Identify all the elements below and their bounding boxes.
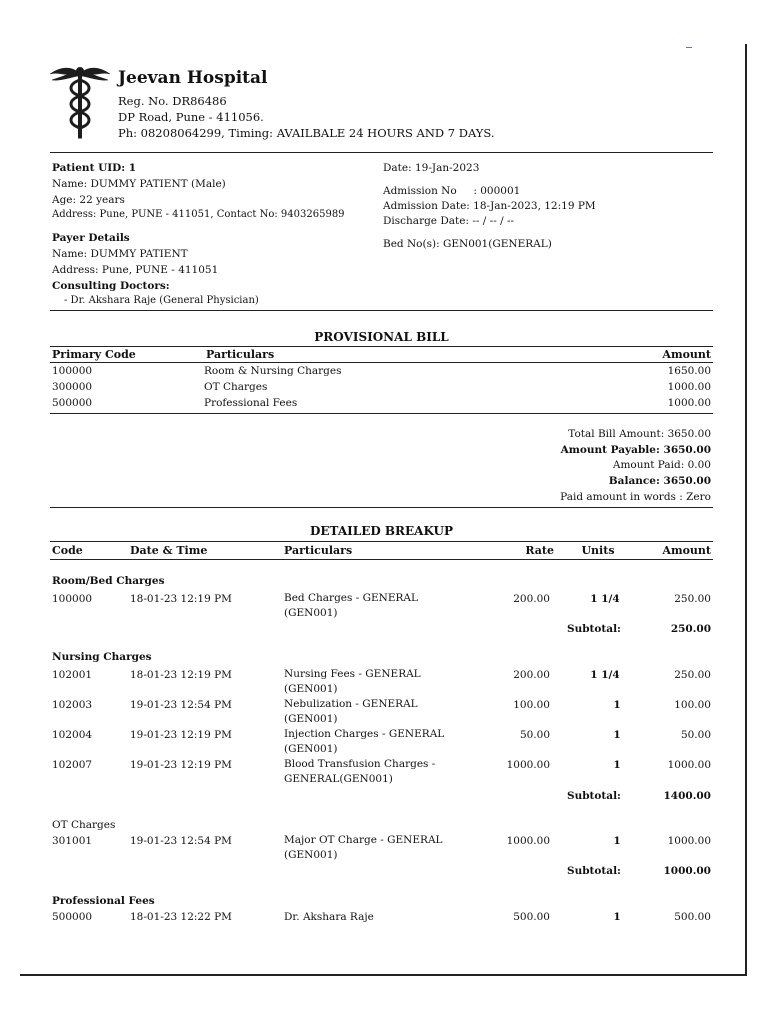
provisional-amount: 1000.00 xyxy=(667,381,711,393)
balance: Balance: 3650.00 xyxy=(608,475,711,487)
detail-datetime: 19-01-23 12:54 PM xyxy=(130,699,232,711)
detail-units: 1 1/4 xyxy=(590,669,620,681)
detail-rate: 200.00 xyxy=(513,669,550,681)
detail-amount: 50.00 xyxy=(680,729,711,741)
detail-rate: 100.00 xyxy=(513,699,550,711)
detail-rate: 200.00 xyxy=(513,593,550,605)
detail-code: 102007 xyxy=(52,759,93,771)
detail-particulars: Bed Charges - GENERAL (GEN001) xyxy=(284,592,418,619)
provisional-col-particulars: Particulars xyxy=(206,348,275,361)
detail-particulars: Injection Charges - GENERAL (GEN001) xyxy=(284,728,445,755)
payer-address: Address: Pune, PUNE - 411051 xyxy=(52,264,219,276)
provisional-head-top-rule xyxy=(50,346,713,347)
patient-name: Name: DUMMY PATIENT (Male) xyxy=(52,178,226,190)
payer-name: Name: DUMMY PATIENT xyxy=(52,248,188,260)
detailed-col-datetime: Date & Time xyxy=(130,544,208,557)
patient-uid: Patient UID: 1 xyxy=(52,162,137,174)
caduceus-icon xyxy=(48,64,112,140)
detail-amount: 100.00 xyxy=(674,699,711,711)
detail-code: 102004 xyxy=(52,729,93,741)
detailed-col-code: Code xyxy=(52,544,83,557)
detail-particulars: Dr. Akshara Raje xyxy=(284,911,374,923)
group-title: Room/Bed Charges xyxy=(52,575,165,587)
detailed-head-top-rule xyxy=(50,541,713,542)
hospital-address: DP Road, Pune - 411056. xyxy=(118,110,264,124)
detail-amount: 500.00 xyxy=(674,911,711,923)
detailed-col-rate: Rate xyxy=(525,544,554,557)
detail-datetime: 18-01-23 12:19 PM xyxy=(130,669,232,681)
detail-amount: 250.00 xyxy=(674,593,711,605)
subtotal-value: 1400.00 xyxy=(663,790,711,802)
payer-details-title: Payer Details xyxy=(52,232,130,244)
subtotal-label: Subtotal: xyxy=(567,623,621,635)
patient-address: Address: Pune, PUNE - 411051, Contact No: 9403265989 xyxy=(52,209,345,220)
provisional-particulars: Professional Fees xyxy=(204,397,298,409)
detail-units: 1 xyxy=(613,729,621,741)
detail-code: 102001 xyxy=(52,669,93,681)
bed-number: Bed No(s): GEN001(GENERAL) xyxy=(383,238,552,250)
detail-datetime: 19-01-23 12:54 PM xyxy=(130,835,232,847)
admission-date: Admission Date: 18-Jan-2023, 12:19 PM xyxy=(383,200,596,212)
bill-date: Date: 19-Jan-2023 xyxy=(383,162,480,174)
provisional-code: 100000 xyxy=(52,365,93,377)
group-title: Professional Fees xyxy=(52,895,155,907)
detail-rate: 1000.00 xyxy=(506,759,550,771)
discharge-date: Discharge Date: -- / -- / -- xyxy=(383,215,515,227)
consulting-doctors-title: Consulting Doctors: xyxy=(52,280,170,292)
provisional-table-bottom-rule xyxy=(50,413,713,414)
consulting-doctor: - Dr. Akshara Raje (General Physician) xyxy=(64,295,259,306)
hospital-reg: Reg. No. DR86486 xyxy=(118,94,227,108)
provisional-bill-title: PROVISIONAL BILL xyxy=(314,330,449,344)
subtotal-label: Subtotal: xyxy=(567,865,621,877)
detail-code: 100000 xyxy=(52,593,93,605)
detail-datetime: 18-01-23 12:19 PM xyxy=(130,593,232,605)
detail-code: 301001 xyxy=(52,835,93,847)
detail-amount: 1000.00 xyxy=(667,759,711,771)
subtotal-label: Subtotal: xyxy=(567,790,621,802)
details-rule xyxy=(50,310,713,311)
page-right-border xyxy=(745,44,747,974)
detailed-col-particulars: Particulars xyxy=(284,544,353,557)
provisional-amount: 1650.00 xyxy=(667,365,711,377)
provisional-head-bottom-rule xyxy=(50,362,713,363)
detail-code: 102003 xyxy=(52,699,93,711)
detail-rate: 500.00 xyxy=(513,911,550,923)
detail-units: 1 xyxy=(613,699,621,711)
provisional-col-amount: Amount xyxy=(662,348,711,361)
subtotal-value: 1000.00 xyxy=(663,865,711,877)
detail-datetime: 19-01-23 12:19 PM xyxy=(130,759,232,771)
provisional-col-code: Primary Code xyxy=(52,348,136,361)
admission-no: Admission No : 000001 xyxy=(383,185,521,197)
provisional-particulars: Room & Nursing Charges xyxy=(204,365,342,377)
header-rule xyxy=(50,152,713,153)
provisional-amount: 1000.00 xyxy=(667,397,711,409)
detail-amount: 250.00 xyxy=(674,669,711,681)
detailed-head-bottom-rule xyxy=(50,559,713,560)
summary-rule xyxy=(50,507,713,508)
amount-payable: Amount Payable: 3650.00 xyxy=(560,444,711,456)
detail-particulars: Nursing Fees - GENERAL (GEN001) xyxy=(284,668,421,695)
subtotal-value: 250.00 xyxy=(670,623,711,635)
page-bottom-border xyxy=(20,974,747,976)
provisional-particulars: OT Charges xyxy=(204,381,268,393)
detail-particulars: Nebulization - GENERAL (GEN001) xyxy=(284,698,418,725)
detail-particulars: Major OT Charge - GENERAL (GEN001) xyxy=(284,834,443,861)
provisional-code: 300000 xyxy=(52,381,93,393)
paid-amount-words: Paid amount in words : Zero xyxy=(560,491,711,503)
detail-amount: 1000.00 xyxy=(667,835,711,847)
detail-particulars: Blood Transfusion Charges - GENERAL(GEN001) xyxy=(284,758,436,785)
detail-datetime: 19-01-23 12:19 PM xyxy=(130,729,232,741)
detailed-breakup-title: DETAILED BREAKUP xyxy=(310,524,453,538)
provisional-code: 500000 xyxy=(52,397,93,409)
detail-units: 1 1/4 xyxy=(590,593,620,605)
detail-units: 1 xyxy=(613,759,621,771)
detailed-col-units: Units xyxy=(581,544,615,557)
decorative-dash xyxy=(686,47,692,48)
patient-age: Age: 22 years xyxy=(52,194,125,206)
detail-units: 1 xyxy=(613,911,621,923)
hospital-phone-timing: Ph: 08208064299, Timing: AVAILBALE 24 HOURS AND 7 DAYS. xyxy=(118,126,495,140)
detail-rate: 50.00 xyxy=(519,729,550,741)
detail-units: 1 xyxy=(613,835,621,847)
detailed-col-amount: Amount xyxy=(662,544,711,557)
amount-paid: Amount Paid: 0.00 xyxy=(612,459,711,471)
hospital-name: Jeevan Hospital xyxy=(118,68,268,88)
group-title: Nursing Charges xyxy=(52,651,152,663)
group-title: OT Charges xyxy=(52,819,116,831)
detail-code: 500000 xyxy=(52,911,93,923)
detail-datetime: 18-01-23 12:22 PM xyxy=(130,911,232,923)
total-bill-amount: Total Bill Amount: 3650.00 xyxy=(568,428,711,440)
detail-rate: 1000.00 xyxy=(506,835,550,847)
